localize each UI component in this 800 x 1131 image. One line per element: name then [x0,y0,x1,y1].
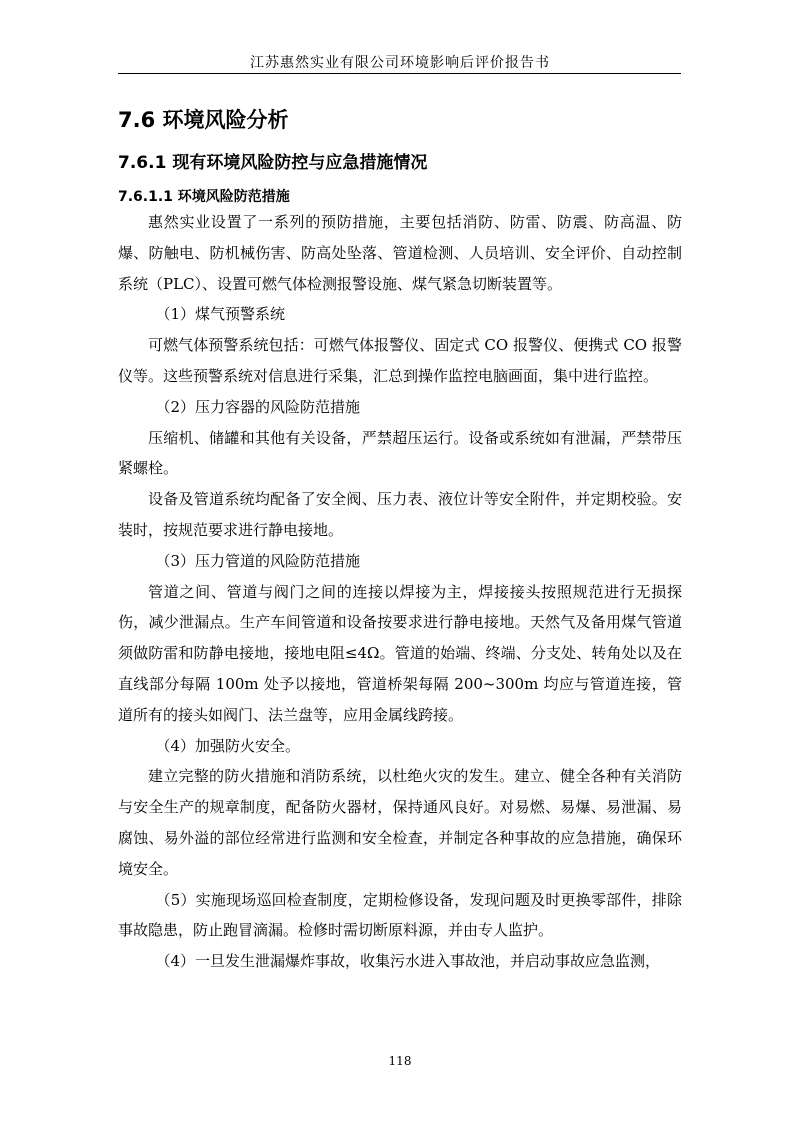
header-title: 江苏惠然实业有限公司环境影响后评价报告书 [250,55,550,71]
list-item: （5）实施现场巡回检查制度，定期检修设备，发现问题及时更换零部件，排除事故隐患，防止跑冒滴漏。检修时需切断原料源，并由专人监护。 [118,890,682,940]
list-item-heading: （3）压力管道的风险防范措施 [155,551,361,570]
paragraph: 可燃气体预警系统包括：可燃气体报警仪、固定式 CO 报警仪、便携式 CO 报警仪等。这些预警系统对信息进行采集，汇总到操作监控电脑画面，集中进行监控。 [118,336,682,385]
list-item-heading: （2）压力容器的风险防范措施 [155,397,361,416]
subsection-heading-7-6-1: 7.6.1 现有环境风险防控与应急措施情况 [118,153,428,173]
paragraph: 压缩机、储罐和其他有关设备，严禁超压运行。设备或系统如有泄漏，严禁带压紧螺栓。 [118,428,682,478]
list-item-heading: （1）煤气预警系统 [155,305,286,324]
header-rule [118,73,681,74]
page-number: 118 [388,1054,412,1068]
list-item: （4）一旦发生泄漏爆炸事故，收集污水进入事故池，并启动事故应急监测， [155,952,661,971]
list-item-heading: （4）加强防火安全。 [155,736,301,755]
paragraph: 管道之间、管道与阀门之间的连接以焊接为主，焊接接头按照规范进行无损探伤，减少泄漏点。生产车间管道和设备按要求进行静电接地。天然气及备用煤气管道须做防雷和防静电接地，接地电阻≤4Ω。管道的始端、终端、分支处、转角处以及在直线部分每隔 100m 处予以接地，管道桥架每隔 200~300m 均应与管道连接，管道所有的接头如阀门、法兰盘等，应用金属线跨接。 [118,582,682,724]
subsubsection-heading-7-6-1-1: 7.6.1.1 环境风险防范措施 [118,189,290,205]
section-heading-7-6: 7.6 环境风险分析 [118,108,289,132]
paragraph: 惠然实业设置了一系列的预防措施，主要包括消防、防雷、防震、防高温、防爆、防触电、防机械伤害、防高处坠落、管道检测、人员培训、安全评价、自动控制系统（PLC）、设置可燃气体检测报警设施、煤气紧急切断装置等。 [118,213,682,293]
paragraph: 建立完整的防火措施和消防系统，以杜绝火灾的发生。建立、健全各种有关消防与安全生产的规章制度，配备防火器材，保持通风良好。对易燃、易爆、易泄漏、易腐蚀、易外溢的部位经常进行监测和安全检查，并制定各种事故的应急措施，确保环境安全。 [118,767,682,878]
body-text [118,207,682,977]
paragraph: 设备及管道系统均配备了安全阀、压力表、液位计等安全附件，并定期校验。安装时，按规范要求进行静电接地。 [118,490,682,539]
